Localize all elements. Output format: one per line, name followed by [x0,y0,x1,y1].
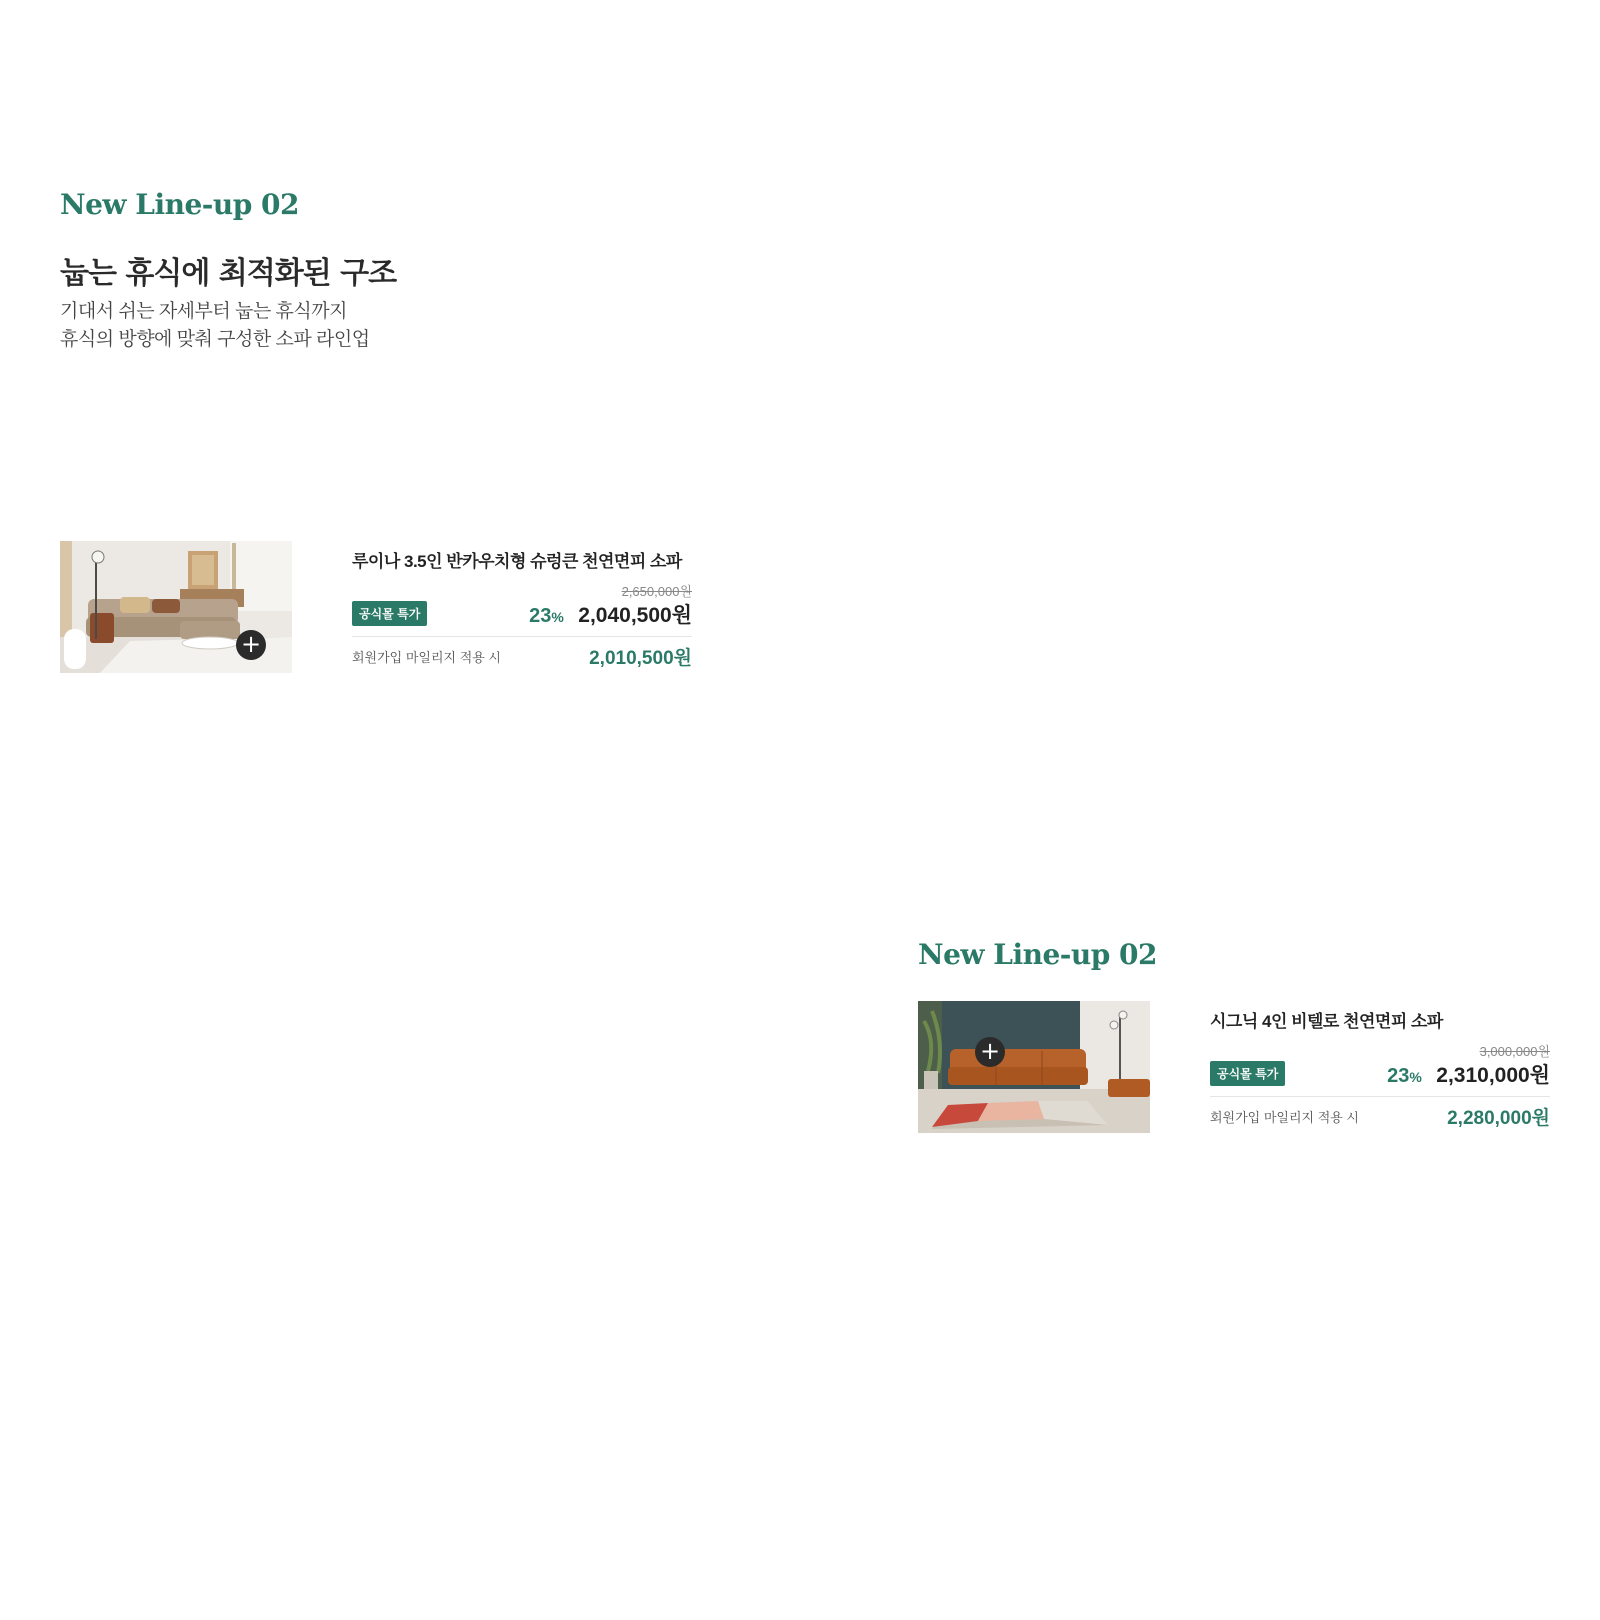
add-to-cart-button[interactable]: + [236,630,266,660]
original-price: 3,000,000원 [1479,1044,1550,1059]
discount-value: 23 [1387,1065,1410,1087]
description-line: 기대서 쉬는 자세부터 눕는 휴식까지 [60,301,347,322]
discount-rate [529,605,564,627]
product-card[interactable] [60,541,692,673]
price-row [1387,1059,1550,1089]
member-price: 2,280,000원 [1447,1108,1550,1129]
divider [1210,1096,1550,1097]
discount-unit: % [1409,1069,1422,1085]
sale-price: 2,310,000원 [1436,1064,1550,1087]
section-headline: 눕는 휴식에 최적화된 구조 [60,256,397,291]
sale-badge: 공식몰 특가 [1210,1061,1285,1086]
product-name[interactable]: 시그닉 4인 비텔로 천연면피 소파 [1210,1012,1443,1031]
member-price-label: 회원가입 마일리지 적용 시 [352,650,501,665]
sale-price: 2,040,500원 [578,604,692,627]
product-image[interactable] [918,1001,1150,1133]
add-to-cart-button[interactable]: + [975,1037,1005,1067]
discount-rate [1387,1065,1422,1087]
sale-badge: 공식몰 특가 [352,601,427,626]
discount-unit: % [551,609,564,625]
product-image[interactable] [60,541,292,673]
discount-value: 23 [529,605,552,627]
member-price: 2,010,500원 [589,648,692,669]
section-eyebrow: New Line-up 02 [918,938,1158,971]
price-row [529,599,692,629]
product-info [352,541,692,673]
product-card[interactable] [918,1001,1550,1133]
divider [352,636,692,637]
product-name[interactable]: 루이나 3.5인 반카우치형 슈렁큰 천연면피 소파 [352,552,682,571]
member-price-label: 회원가입 마일리지 적용 시 [1210,1110,1359,1125]
section-eyebrow: New Line-up 02 [60,188,300,221]
section-description [60,298,370,354]
original-price: 2,650,000원 [621,584,692,599]
product-info [1210,1001,1550,1133]
description-line: 휴식의 방향에 맞춰 구성한 소파 라인업 [60,329,370,350]
sofa-image [918,1001,1150,1133]
